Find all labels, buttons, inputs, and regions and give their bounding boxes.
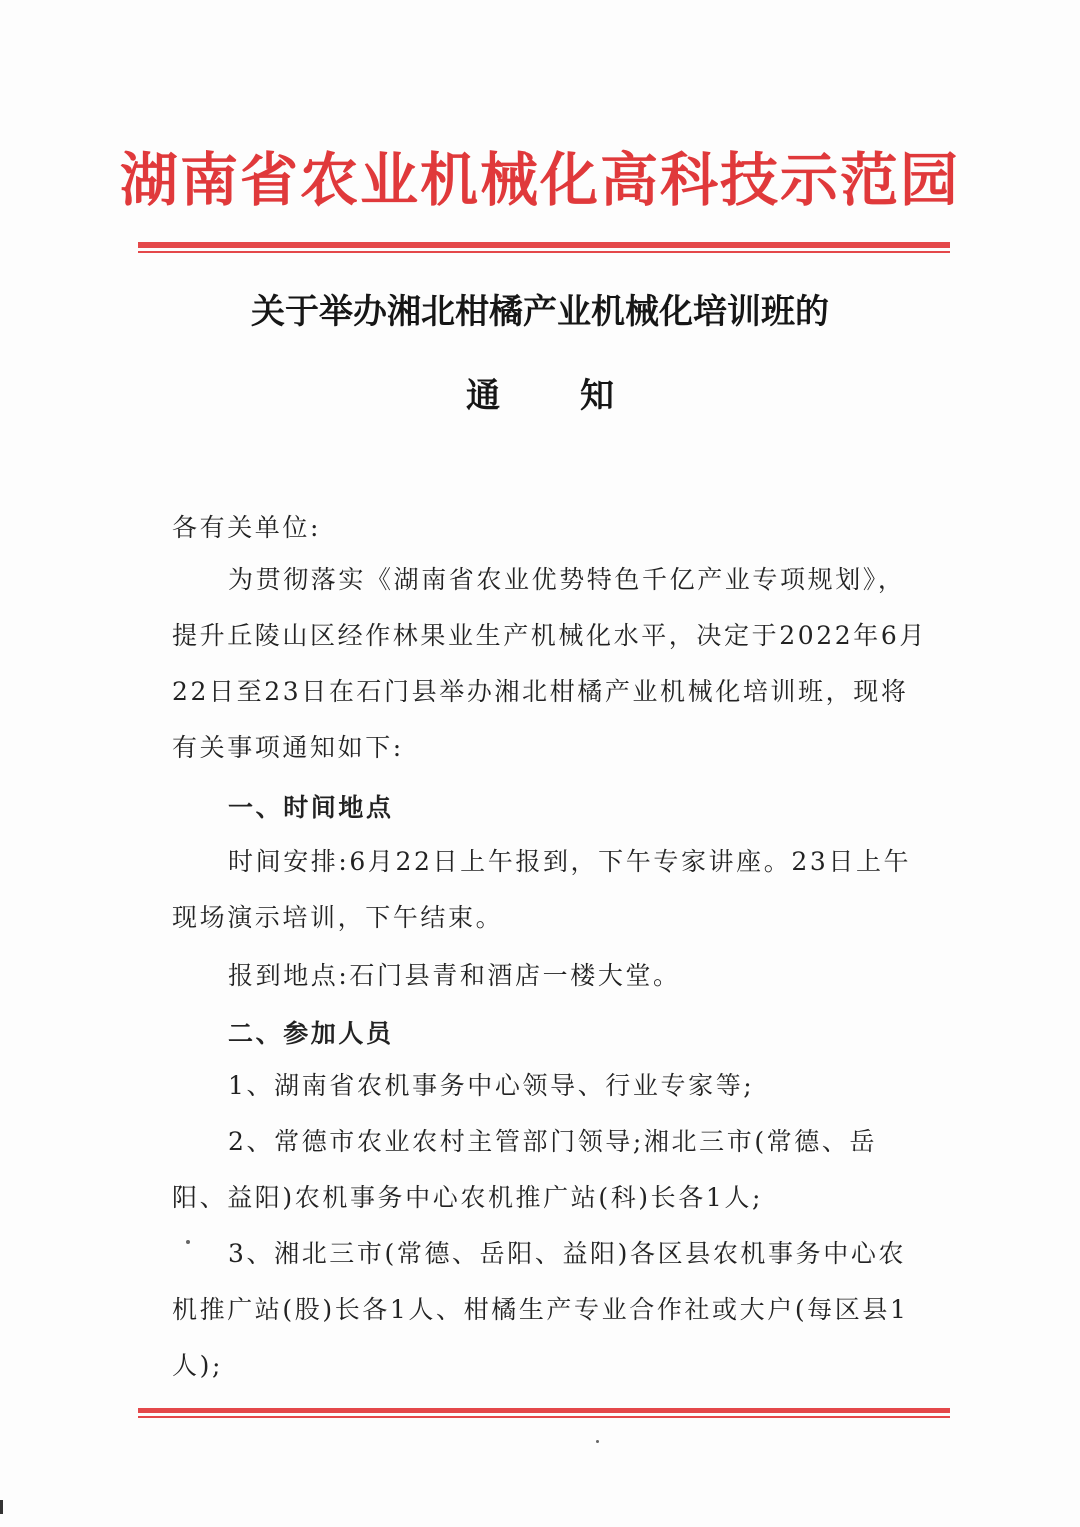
letterhead-rule-thin <box>138 251 950 253</box>
section2-heading: 二、参加人员 <box>228 1019 394 1048</box>
section1-heading-block <box>172 780 932 836</box>
section1-heading: 一、时间地点 <box>228 793 394 822</box>
schedule-block <box>172 834 932 946</box>
letterhead-title: 湖南省农业机械化高科技示范园 <box>119 146 960 214</box>
letterhead-rule-thick <box>138 242 950 248</box>
notice-title-line2: 通知 <box>466 376 694 416</box>
location-block <box>172 948 932 1004</box>
greeting-block <box>172 500 932 556</box>
list-item: 2、常德市农业农村主管部门领导;湘北三市(常德、岳阳、益阳)农机事务中心农机推广站(科)长各1人; <box>172 1127 878 1212</box>
list-item: 1、湖南省农机事务中心领导、行业专家等; <box>228 1071 755 1100</box>
greeting: 各有关单位: <box>172 513 322 542</box>
intro-block <box>172 552 932 776</box>
notice-title-line1: 关于举办湘北柑橘产业机械化培训班的 <box>251 292 829 332</box>
list-item: 3、湘北三市(常德、岳阳、益阳)各区县农机事务中心农机推广站(股)长各1人、柑橘生产专业合作社或大户(每区县1人); <box>172 1239 909 1380</box>
location-paragraph: 报到地点:石门县青和酒店一楼大堂。 <box>228 961 681 990</box>
schedule-paragraph: 时间安排:6月22日上午报到，下午专家讲座。23日上午现场演示培训，下午结束。 <box>172 847 912 932</box>
footer-rule-thick <box>138 1408 950 1413</box>
scan-speck <box>596 1440 599 1443</box>
participants-list <box>172 1058 932 1394</box>
scan-speck <box>186 1240 190 1244</box>
intro-paragraph: 为贯彻落实《湖南省农业优势特色千亿产业专项规划》，提升丘陵山区经作林果业生产机械化水平，决定于2022年6月22日至23日在石门县举办湘北柑橘产业机械化培训班，现将有关事项通知如下: <box>172 565 927 762</box>
scan-edge-mark <box>0 1500 3 1514</box>
section2-heading-block <box>172 1006 932 1062</box>
footer-rule-thin <box>138 1416 950 1418</box>
